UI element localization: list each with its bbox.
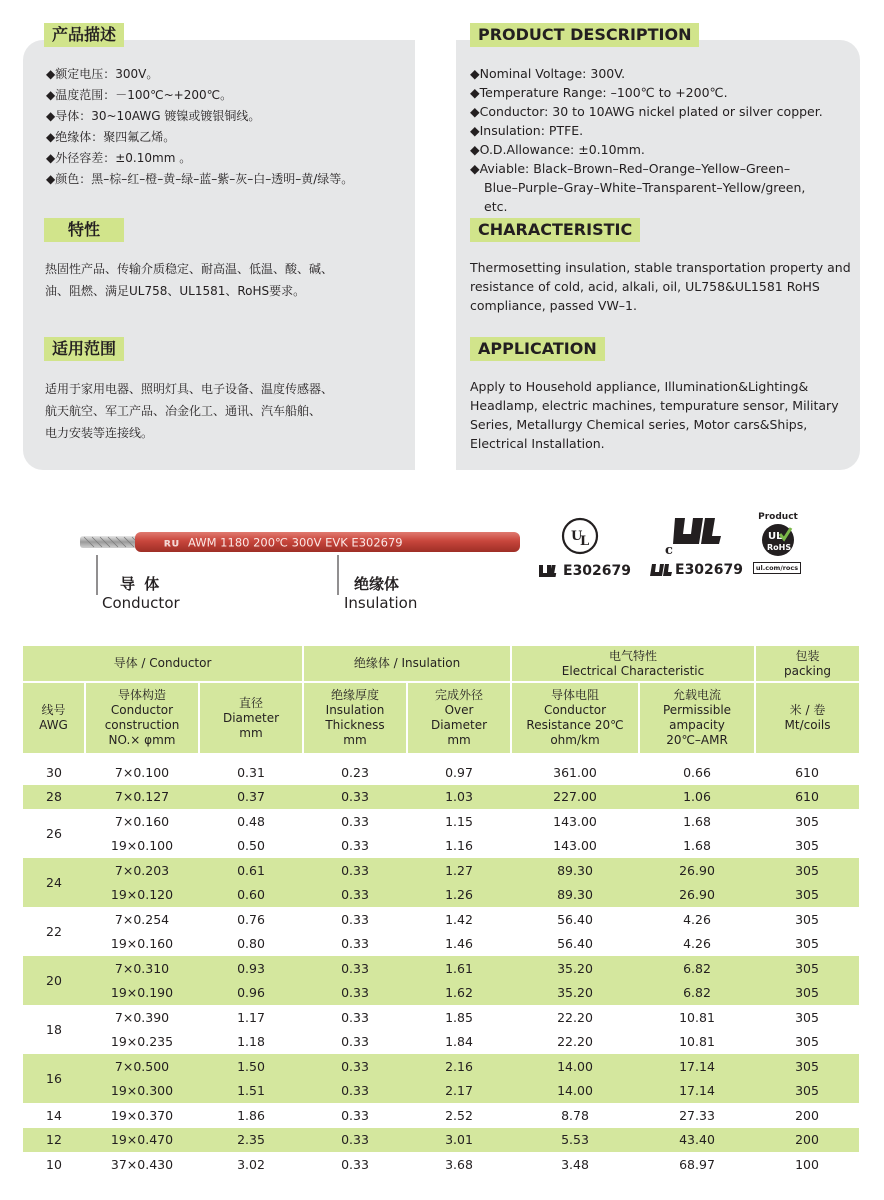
table-row (23, 809, 859, 834)
awg-cell: 16 (23, 1054, 85, 1103)
column-header-text: mm (343, 733, 367, 747)
packing-cell: 305 (755, 1005, 859, 1030)
column-header-construction (85, 682, 199, 754)
insulation-label-en: Insulation (344, 594, 418, 612)
column-header-text: 线号 (41, 703, 66, 717)
ul-listed-icon (560, 516, 600, 556)
characteristic-text-en (470, 258, 851, 315)
column-header-text: 绝缘厚度 (330, 688, 379, 702)
thickness-cell: 0.33 (303, 1128, 407, 1153)
application-text-en (470, 377, 839, 453)
resistance-cell: 35.20 (511, 981, 639, 1006)
packing-cell: 305 (755, 956, 859, 981)
column-header-text: ampacity (669, 718, 725, 732)
insulation-leader-line (336, 555, 341, 595)
characteristic-line: compliance, passed VW–1. (470, 298, 637, 313)
spec-table (23, 646, 859, 1177)
over-diameter-cell: 2.17 (407, 1079, 511, 1104)
application-line: 航天航空、军工产品、冶金化工、通讯、汽车船舶、 (45, 404, 322, 418)
ampacity-cell: 1.68 (639, 809, 755, 834)
resistance-cell: 361.00 (511, 760, 639, 785)
heading-product-description-cn: 产品描述 (44, 23, 124, 47)
ul-rohs-icon (760, 522, 796, 558)
insulation-label-cn: 绝缘体 (354, 575, 400, 593)
ampacity-cell: 27.33 (639, 1103, 755, 1128)
packing-cell: 200 (755, 1128, 859, 1153)
packing-cell: 305 (755, 1079, 859, 1104)
thickness-cell: 0.23 (303, 760, 407, 785)
application-line: 适用于家用电器、照明灯具、电子设备、温度传感器、 (45, 382, 334, 396)
svg-text:c: c (665, 543, 673, 556)
ul-file-number-2: E302679 (675, 562, 744, 578)
column-header-resistance (511, 682, 639, 754)
table-row (23, 956, 859, 981)
heading-application-cn: 适用范围 (44, 337, 124, 361)
diameter-cell: 0.61 (199, 858, 303, 883)
application-text-cn (45, 378, 333, 444)
thickness-cell: 0.33 (303, 1079, 407, 1104)
column-header-text: Conductor (110, 703, 174, 717)
ul-recognized-icon (649, 562, 673, 578)
column-header-thickness (303, 682, 407, 754)
diameter-cell: 1.51 (199, 1079, 303, 1104)
over-diameter-cell: 1.61 (407, 956, 511, 981)
construction-cell: 7×0.160 (85, 809, 199, 834)
table-row (23, 1128, 859, 1153)
packing-cell: 305 (755, 809, 859, 834)
table-row (23, 1079, 859, 1104)
resistance-cell: 143.00 (511, 809, 639, 834)
column-header-text: Over (444, 703, 474, 717)
over-diameter-cell: 1.16 (407, 834, 511, 859)
heading-characteristic-en: CHARACTERISTIC (470, 218, 640, 242)
rohs-product-label: Product (758, 512, 798, 522)
diameter-cell: 3.02 (199, 1152, 303, 1177)
thickness-cell: 0.33 (303, 1054, 407, 1079)
description-line: ◆Aviable: Black–Brown–Red–Orange–Yellow–Green– (470, 161, 791, 176)
description-line: ◆Nominal Voltage: 300V. (470, 66, 626, 81)
thickness-cell: 0.33 (303, 1005, 407, 1030)
construction-cell: 19×0.370 (85, 1103, 199, 1128)
resistance-cell: 227.00 (511, 785, 639, 810)
table-row (23, 1054, 859, 1079)
construction-cell: 19×0.120 (85, 883, 199, 908)
over-diameter-cell: 2.16 (407, 1054, 511, 1079)
svg-text:UL: UL (768, 531, 783, 542)
characteristic-text-cn (45, 258, 333, 302)
over-diameter-cell: 2.52 (407, 1103, 511, 1128)
application-line: Electrical Installation. (470, 436, 605, 451)
packing-cell: 100 (755, 1152, 859, 1177)
column-header-text: 完成外径 (435, 688, 484, 702)
diameter-cell: 0.50 (199, 834, 303, 859)
construction-cell: 19×0.160 (85, 932, 199, 957)
group-header-electrical-cn: 电气特性 (609, 648, 658, 663)
awg-cell: 22 (23, 907, 85, 956)
description-line: etc. (484, 199, 508, 214)
awg-cell: 10 (23, 1152, 85, 1177)
description-line: ◆导体：30~10AWG 镀镍或镀银铜线。 (46, 109, 261, 123)
over-diameter-cell: 3.01 (407, 1128, 511, 1153)
awg-cell: 28 (23, 785, 85, 810)
over-diameter-cell: 1.03 (407, 785, 511, 810)
description-list-en (470, 64, 823, 216)
construction-cell: 7×0.100 (85, 760, 199, 785)
ampacity-cell: 4.26 (639, 907, 755, 932)
group-header-packing (755, 646, 859, 682)
characteristic-line: resistance of cold, acid, alkali, oil, UL758&UL1581 RoHS (470, 279, 820, 294)
group-header-conductor: 导体 / Conductor (23, 646, 303, 682)
awg-cell: 24 (23, 858, 85, 907)
resistance-cell: 8.78 (511, 1103, 639, 1128)
description-list-cn (46, 64, 353, 190)
thickness-cell: 0.33 (303, 785, 407, 810)
table-column-header-row (23, 682, 859, 754)
wire-print: AWM 1180 200℃ 300V EVK E302679 (188, 535, 403, 550)
construction-cell: 19×0.190 (85, 981, 199, 1006)
over-diameter-cell: 1.46 (407, 932, 511, 957)
application-line: 电力安装等连接线。 (45, 426, 154, 440)
rohs-url-box: ul.com/rocs (753, 562, 801, 574)
diameter-cell: 0.96 (199, 981, 303, 1006)
table-row (23, 907, 859, 932)
column-header-text: Resistance 20℃ (526, 718, 624, 732)
ampacity-cell: 26.90 (639, 883, 755, 908)
resistance-cell: 89.30 (511, 883, 639, 908)
column-header-text: Diameter (430, 718, 488, 732)
heading-product-description-en: PRODUCT DESCRIPTION (470, 23, 699, 47)
diameter-cell: 0.48 (199, 809, 303, 834)
construction-cell: 19×0.470 (85, 1128, 199, 1153)
table-row (23, 858, 859, 883)
over-diameter-cell: 1.27 (407, 858, 511, 883)
construction-cell: 19×0.100 (85, 834, 199, 859)
thickness-cell: 0.33 (303, 858, 407, 883)
cru-recognized-icon (665, 514, 723, 556)
ampacity-cell: 6.82 (639, 956, 755, 981)
packing-cell: 305 (755, 1054, 859, 1079)
packing-cell: 610 (755, 785, 859, 810)
description-line: ◆额定电压：300V。 (46, 67, 159, 81)
over-diameter-cell: 1.15 (407, 809, 511, 834)
conductor-leader-line (95, 555, 100, 595)
packing-cell: 305 (755, 834, 859, 859)
resistance-cell: 22.20 (511, 1005, 639, 1030)
conductor-strands (80, 536, 140, 548)
heading-characteristic-cn: 特性 (44, 218, 124, 242)
table-row (23, 1005, 859, 1030)
column-header-text: mm (447, 733, 471, 747)
column-header-text: 导体构造 (117, 688, 166, 702)
resistance-cell: 3.48 (511, 1152, 639, 1177)
rohs-mark-text: RoHS (767, 543, 792, 552)
ampacity-cell: 26.90 (639, 858, 755, 883)
thickness-cell: 0.33 (303, 883, 407, 908)
ampacity-cell: 1.06 (639, 785, 755, 810)
construction-cell: 7×0.127 (85, 785, 199, 810)
heading-application-en: APPLICATION (470, 337, 605, 361)
awg-cell: 12 (23, 1128, 85, 1153)
ampacity-cell: 1.68 (639, 834, 755, 859)
diameter-cell: 0.31 (199, 760, 303, 785)
wire-illustration (80, 527, 520, 557)
group-header-electrical (511, 646, 755, 682)
description-line: Blue–Purple–Gray–White–Transparent–Yellow/green, (484, 180, 806, 195)
over-diameter-cell: 1.84 (407, 1030, 511, 1055)
construction-cell: 37×0.430 (85, 1152, 199, 1177)
conductor-label-en: Conductor (102, 594, 180, 612)
resistance-cell: 143.00 (511, 834, 639, 859)
description-line: ◆外径容差：±0.10mm 。 (46, 151, 192, 165)
ampacity-cell: 0.66 (639, 760, 755, 785)
table-row (23, 760, 859, 785)
group-header-electrical-en: Electrical Characteristic (561, 663, 705, 678)
column-header-awg (23, 682, 85, 754)
resistance-cell: 14.00 (511, 1079, 639, 1104)
resistance-cell: 5.53 (511, 1128, 639, 1153)
ampacity-cell: 68.97 (639, 1152, 755, 1177)
packing-cell: 305 (755, 981, 859, 1006)
characteristic-line: 油、阻燃、满足UL758、UL1581、RoHS要求。 (45, 284, 306, 298)
thickness-cell: 0.33 (303, 809, 407, 834)
table-group-header-row (23, 646, 859, 682)
ul-file-number-1: E302679 (563, 563, 632, 579)
ampacity-cell: 10.81 (639, 1030, 755, 1055)
awg-cell: 26 (23, 809, 85, 858)
awg-cell: 14 (23, 1103, 85, 1128)
ampacity-cell: 17.14 (639, 1054, 755, 1079)
column-header-text: Conductor (543, 703, 607, 717)
column-header-text: ohm/km (550, 733, 600, 747)
resistance-cell: 56.40 (511, 932, 639, 957)
construction-cell: 7×0.390 (85, 1005, 199, 1030)
awg-cell: 18 (23, 1005, 85, 1054)
column-header-text: 直径 (238, 695, 263, 710)
diameter-cell: 1.50 (199, 1054, 303, 1079)
table-row (23, 932, 859, 957)
construction-cell: 7×0.203 (85, 858, 199, 883)
awg-cell: 20 (23, 956, 85, 1005)
construction-cell: 7×0.254 (85, 907, 199, 932)
group-header-packing-en: packing (783, 663, 832, 678)
construction-cell: 7×0.310 (85, 956, 199, 981)
column-header-text: mm (239, 725, 263, 740)
diameter-cell: 2.35 (199, 1128, 303, 1153)
table-row (23, 883, 859, 908)
column-header-text: construction (104, 718, 180, 732)
thickness-cell: 0.33 (303, 907, 407, 932)
ul-recognized-icon (537, 563, 559, 579)
application-line: Series, Metallurgy Chemical series, Motor cars&Ships, (470, 417, 808, 432)
packing-cell: 305 (755, 858, 859, 883)
ampacity-cell: 10.81 (639, 1005, 755, 1030)
thickness-cell: 0.33 (303, 1103, 407, 1128)
diameter-cell: 0.80 (199, 932, 303, 957)
application-line: Headlamp, electric machines, tempurature sensor, Military (470, 398, 839, 413)
table-row (23, 785, 859, 810)
ampacity-cell: 43.40 (639, 1128, 755, 1153)
conductor-label-cn: 导 体 (120, 575, 162, 593)
diameter-cell: 1.86 (199, 1103, 303, 1128)
column-header-text: Diameter (222, 710, 280, 725)
table-row (23, 981, 859, 1006)
column-header-text: Permissible (662, 703, 732, 717)
ampacity-cell: 6.82 (639, 981, 755, 1006)
diameter-cell: 1.18 (199, 1030, 303, 1055)
construction-cell: 19×0.235 (85, 1030, 199, 1055)
table-row (23, 1030, 859, 1055)
packing-cell: 305 (755, 932, 859, 957)
description-line: ◆颜色：黑–棕–红–橙–黄–绿–蓝–紫–灰–白–透明–黄/绿等。 (46, 172, 354, 186)
thickness-cell: 0.33 (303, 956, 407, 981)
table-row (23, 1103, 859, 1128)
packing-cell: 200 (755, 1103, 859, 1128)
description-line: ◆Conductor: 30 to 10AWG nickel plated or silver copper. (470, 104, 823, 119)
column-header-diameter (199, 682, 303, 754)
column-header-text: NO.× φmm (108, 733, 176, 747)
packing-cell: 305 (755, 1030, 859, 1055)
column-header-over-diameter (407, 682, 511, 754)
over-diameter-cell: 3.68 (407, 1152, 511, 1177)
over-diameter-cell: 1.42 (407, 907, 511, 932)
diameter-cell: 0.37 (199, 785, 303, 810)
over-diameter-cell: 0.97 (407, 760, 511, 785)
packing-cell: 610 (755, 760, 859, 785)
column-header-text: 导体电阻 (551, 688, 600, 702)
ul-recognized-mark-print: ʀᴜ (164, 535, 179, 550)
table-row (23, 834, 859, 859)
packing-cell: 305 (755, 883, 859, 908)
thickness-cell: 0.33 (303, 1152, 407, 1177)
diameter-cell: 1.17 (199, 1005, 303, 1030)
group-header-packing-cn: 包装 (795, 648, 820, 663)
table-row (23, 1152, 859, 1177)
over-diameter-cell: 1.26 (407, 883, 511, 908)
characteristic-line: Thermosetting insulation, stable transportation property and (470, 260, 851, 275)
column-header-packing (755, 682, 859, 754)
resistance-cell: 14.00 (511, 1054, 639, 1079)
svg-text:L: L (580, 534, 590, 549)
awg-cell: 30 (23, 760, 85, 785)
construction-cell: 19×0.300 (85, 1079, 199, 1104)
description-line: ◆O.D.Allowance: ±0.10mm. (470, 142, 645, 157)
group-header-insulation: 绝缘体 / Insulation (303, 646, 511, 682)
description-line: ◆Insulation: PTFE. (470, 123, 584, 138)
thickness-cell: 0.33 (303, 1030, 407, 1055)
characteristic-line: 热固性产品、传输介质稳定、耐高温、低温、酸、碱、 (45, 262, 334, 276)
description-line: ◆Temperature Range: –100℃ to +200℃. (470, 85, 728, 100)
description-line: ◆温度范围：－100℃~+200℃。 (46, 88, 233, 102)
thickness-cell: 0.33 (303, 834, 407, 859)
thickness-cell: 0.33 (303, 932, 407, 957)
ampacity-cell: 4.26 (639, 932, 755, 957)
ampacity-cell: 17.14 (639, 1079, 755, 1104)
construction-cell: 7×0.500 (85, 1054, 199, 1079)
column-header-ampacity (639, 682, 755, 754)
resistance-cell: 22.20 (511, 1030, 639, 1055)
description-line: ◆绝缘体：聚四氟乙烯。 (46, 130, 176, 144)
over-diameter-cell: 1.62 (407, 981, 511, 1006)
thickness-cell: 0.33 (303, 981, 407, 1006)
application-line: Apply to Household appliance, Illumination&Lighting& (470, 379, 809, 394)
diameter-cell: 0.76 (199, 907, 303, 932)
packing-cell: 305 (755, 907, 859, 932)
resistance-cell: 56.40 (511, 907, 639, 932)
column-header-text: AWG (39, 718, 68, 732)
spec-table-body (23, 754, 859, 1177)
over-diameter-cell: 1.85 (407, 1005, 511, 1030)
resistance-cell: 89.30 (511, 858, 639, 883)
diameter-cell: 0.93 (199, 956, 303, 981)
column-header-text: 允载电流 (673, 688, 722, 702)
column-header-text: Thickness (325, 718, 385, 732)
diameter-cell: 0.60 (199, 883, 303, 908)
column-header-text: 20℃–AMR (666, 733, 728, 747)
column-header-text: Insulation (325, 703, 385, 717)
resistance-cell: 35.20 (511, 956, 639, 981)
column-header-text: Mt/coils (784, 718, 831, 732)
svg-text:U: U (571, 529, 583, 544)
column-header-text: 米 / 卷 (789, 703, 826, 717)
